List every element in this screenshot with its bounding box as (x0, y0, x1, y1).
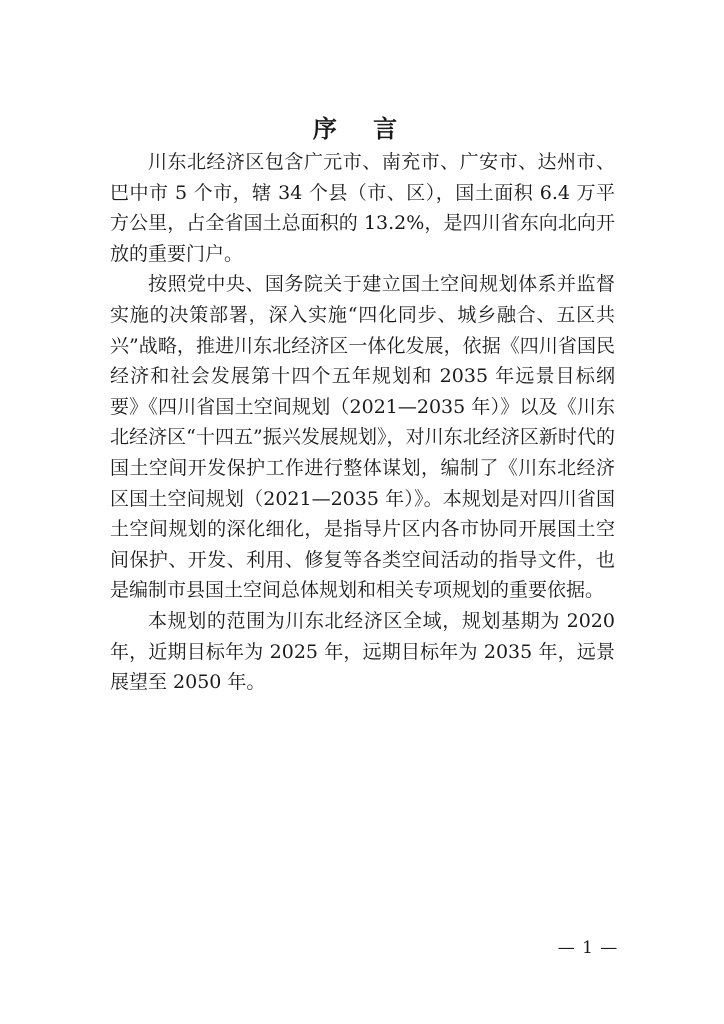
paragraph-2: 按照党中央、国务院关于建立国土空间规划体系并监督实施的决策部署，深入实施“四化同步、城乡融合、五区共兴”战略，推进川东北经济区一体化发展，依据《四川省国民经济和社会发展第十四个五年规划和 2035 年远景目标纲要》《四川省国土空间规划（2021—2035 年）》以及《川东北经济区“十四五”振兴发展规划》，对川东北经济区新时代的国土空间开发保护工作进行整体谋划，编制了《川东北经济区国土空间规划（2021—2035 年）》。本规划是对四川省国土空间规划的深化细化，是指导片区内各市协同开展国土空间保护、开发、利用、修复等各类空间活动的指导文件，也是编制市县国土空间总体规划和相关专项规划的重要依据。 (110, 273, 615, 602)
paragraph-3: 本规划的范围为川东北经济区全域，规划基期为 2020 年，近期目标年为 2025 年，远期目标年为 2035 年，远景展望至 2050 年。 (110, 609, 615, 694)
page-title: 序 言 (312, 114, 412, 143)
body-text (110, 147, 615, 698)
page-number: — 1 — (557, 938, 619, 958)
paragraph-1: 川东北经济区包含广元市、南充市、广安市、达州市、巴中市 5 个市，辖 34 个县（市、区），国土面积 6.4 万平方公里，占全省国土总面积的 13.2%，是四川省东向北向开放的重要门户。 (110, 151, 615, 265)
